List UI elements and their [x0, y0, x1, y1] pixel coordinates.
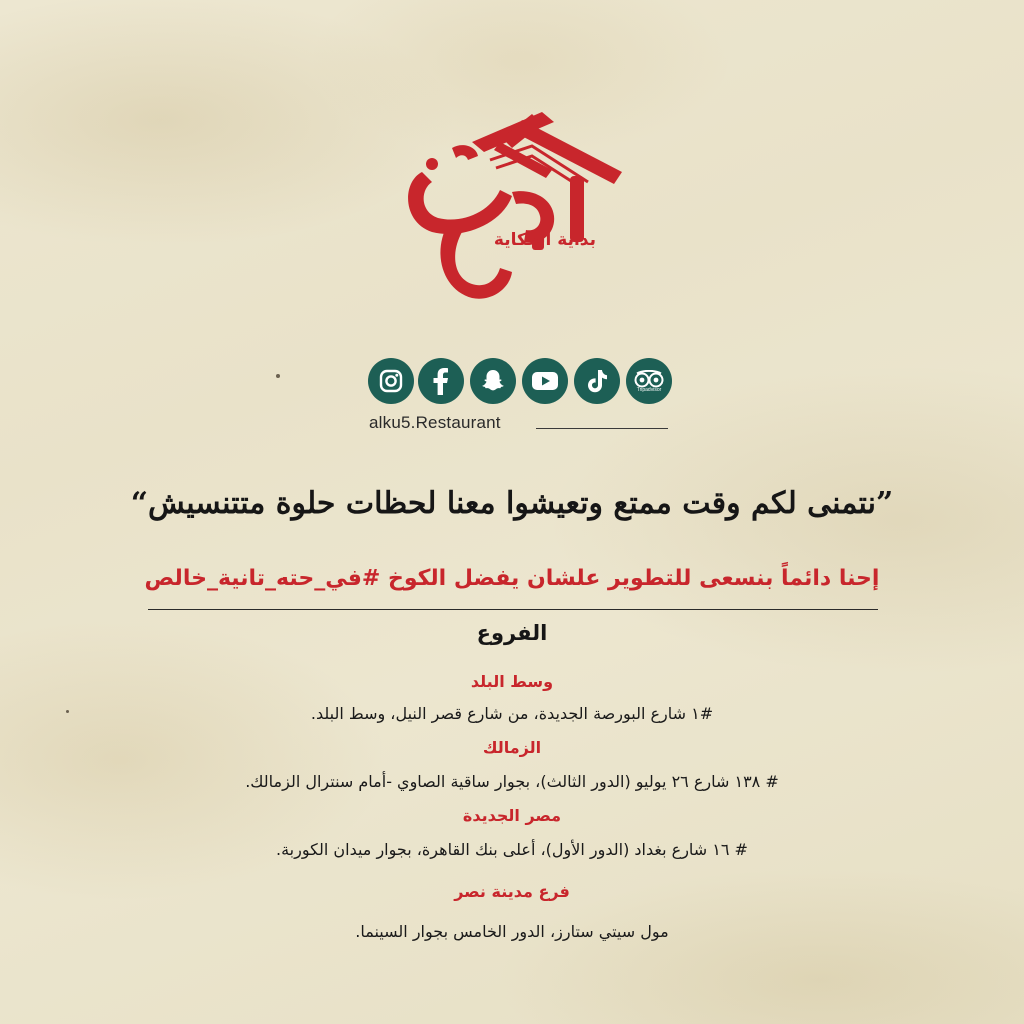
branch-address-nasr-city: مول سيتي ستارز، الدور الخامس بجوار السينما. [355, 922, 669, 941]
tiktok-icon[interactable] [574, 358, 620, 404]
facebook-icon[interactable] [418, 358, 464, 404]
branches-title: الفروع [476, 621, 548, 645]
snapchat-icon[interactable] [470, 358, 516, 404]
speck [276, 374, 280, 378]
section-divider [148, 609, 878, 610]
instagram-icon[interactable] [368, 358, 414, 404]
social-handle[interactable]: alku5.Restaurant [369, 413, 501, 432]
restaurant-logo [392, 112, 632, 308]
social-icons-row [366, 358, 676, 408]
branch-name-heliopolis: مصر الجديدة [462, 806, 562, 825]
youtube-icon[interactable] [522, 358, 568, 404]
welcome-quote: ”نتمنى لكم وقت ممتع وتعيشوا معنا لحظات حلوة متتنسيش“ [130, 486, 894, 521]
branch-address-zamalek: # ١٣٨ شارع ٢٦ يوليو (الدور الثالث)، بجوار ساقية الصاوي -أمام سنترال الزمالك. [245, 772, 779, 791]
brand-tagline: إحنا دائماً بنسعى للتطوير علشان يفضل الكوخ #في_حته_تانية_خالص [144, 566, 880, 591]
branch-name-downtown: وسط البلد [470, 672, 554, 691]
branch-address-heliopolis: # ١٦ شارع بغداد (الدور الأول)، أعلى بنك القاهرة، بجوار ميدان الكوربة. [276, 840, 748, 859]
branch-address-downtown: #١ شارع البورصة الجديدة، من شارع قصر النيل، وسط البلد. [310, 704, 714, 723]
branch-name-nasr-city: فرع مدينة نصر [454, 882, 570, 901]
handle-underline [536, 428, 668, 429]
tripadvisor-icon[interactable] [626, 358, 672, 404]
logo-mark [392, 112, 632, 308]
branch-name-zamalek: الزمالك [482, 738, 542, 757]
tripadvisor-label: Tripadvisor [636, 386, 662, 393]
logo-tagline: بداية الحكاية [493, 230, 596, 250]
